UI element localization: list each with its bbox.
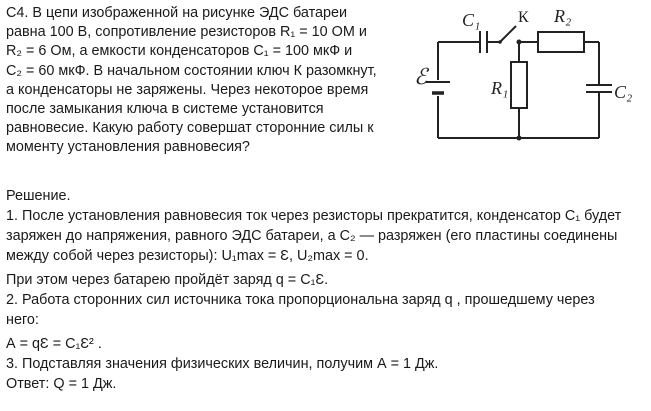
- label-key: К: [518, 9, 529, 26]
- solution-heading: Решение.: [6, 188, 71, 204]
- problem-line-2: равна 100 В, сопротивление резисторов R₁ = 10 ОМ и: [6, 24, 367, 41]
- work-formula: А = qƐ = С₁Ɛ² .: [6, 336, 102, 352]
- step1-line-3: между собой через резисторы): U₁max = Ɛ, U₂max = 0.: [6, 248, 369, 264]
- problem-statement: [6, 4, 416, 158]
- problem-line-8: моменту установления равновесия?: [6, 139, 250, 156]
- problem-line-1: С4. В цепи изображенной на рисунке ЭДС батареи: [6, 5, 348, 21]
- label-r1: R₁: [491, 78, 509, 98]
- problem-line-5: а конденсаторы не заряжены. Через некоторое время: [6, 81, 369, 98]
- problem-line-7: равновесие. Какую работу совершат сторонние силы к: [6, 120, 374, 137]
- junction-top: [517, 40, 522, 45]
- step1-line-2: заряжен до напряжения, равного ЭДС батареи, а С₂ — разряжен (его пластины соединены: [6, 228, 618, 244]
- key-contact: [498, 40, 502, 44]
- answer: Ответ: Q = 1 Дж.: [6, 376, 117, 392]
- solution: [6, 186, 646, 394]
- label-r2: R₂: [554, 6, 572, 26]
- step2-line-1: 2. Работа сторонних сил источника тока пропорциональна заряд q , прошедшему через: [6, 292, 595, 308]
- circuit-diagram: [414, 2, 646, 152]
- step2-line-2: него:: [6, 312, 39, 328]
- charge-line: При этом через батарею пройдёт заряд q = C₁Ɛ.: [6, 272, 329, 288]
- junction-bottom: [517, 136, 522, 141]
- label-c2: C₂: [614, 82, 633, 102]
- label-c1: C₁: [462, 10, 481, 30]
- problem-line-4: С₂ = 60 мкФ. В начальном состоянии ключ К разомкнут,: [6, 62, 377, 79]
- problem-line-6: после замыкания ключа в системе установится: [6, 101, 324, 118]
- battery-icon: [426, 82, 450, 93]
- problem-line-3: R₂ = 6 Ом, а емкости конденсаторов С₁ = 100 мкФ и: [6, 43, 353, 60]
- step1-line-1: 1. После установления равновесия ток через резисторы прекратится, конденсатор С₁ будет: [6, 208, 622, 224]
- step3: 3. Подставляя значения физических величин, получим А = 1 Дж.: [6, 356, 439, 372]
- circuit-wires: [438, 26, 612, 138]
- label-emf: ℰ: [414, 64, 428, 89]
